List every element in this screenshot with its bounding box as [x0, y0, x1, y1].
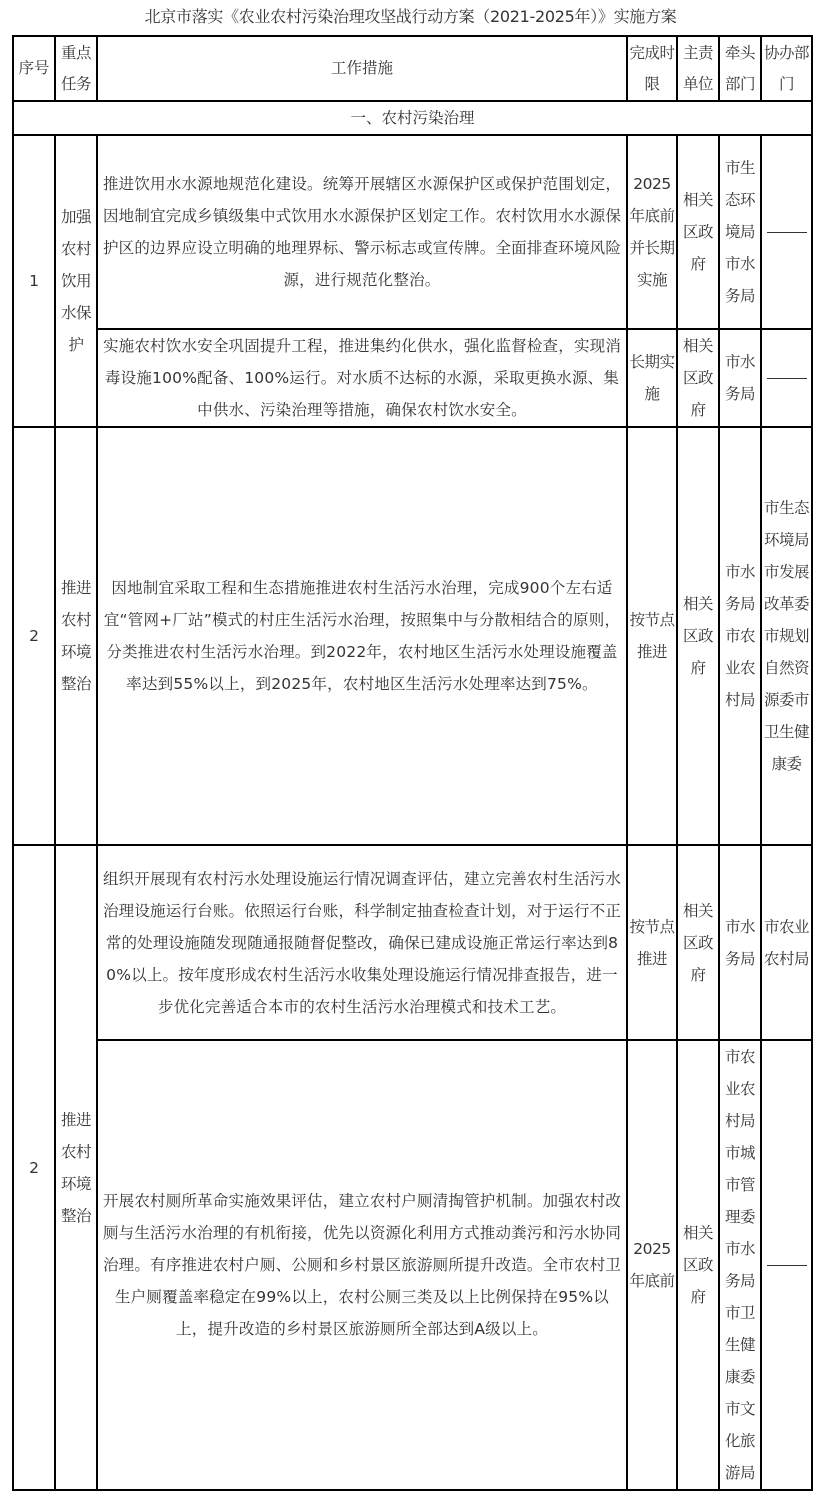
deadline-cell: 按节点推进: [627, 427, 677, 845]
responsible-cell: 相关区政府: [677, 329, 719, 427]
header-assist: 协办部门: [761, 36, 812, 101]
seq-cell: 1: [13, 135, 55, 427]
dash-placeholder: [767, 1265, 807, 1266]
implementation-table: [12, 35, 813, 1491]
deadline-cell: 按节点推进: [627, 845, 677, 1040]
table-row: [13, 329, 812, 427]
header-seq: 序号: [13, 36, 55, 101]
lead-cell: 市农业农村局市城市管理委市水务局市卫生健康委市文化旅游局: [719, 1040, 761, 1490]
task-cell: 推进农村环境整治: [55, 427, 97, 845]
header-responsible: 主责单位: [677, 36, 719, 101]
lead-cell: 市水务局: [719, 329, 761, 427]
deadline-cell: 2025年底前并长期实施: [627, 135, 677, 329]
section-row: [13, 101, 812, 135]
responsible-cell: 相关区政府: [677, 135, 719, 329]
table-row: [13, 427, 812, 845]
lead-cell: 市生态环境局市水务局: [719, 135, 761, 329]
deadline-cell: 2025年底前: [627, 1040, 677, 1490]
table-row: [13, 1040, 812, 1490]
table-row: [13, 845, 812, 1040]
measures-cell: 开展农村厕所革命实施效果评估，建立农村户厕清掏管护机制。加强农村改厕与生活污水治理的有机衔接，优先以资源化利用方式推动粪污和污水协同治理。有序推进农村户厕、公厕和乡村景区旅游厕所提升改造。全市农村卫生户厕覆盖率稳定在99%以上，农村公厕三类及以上比例保持在95%以上，提升改造的乡村景区旅游厕所全部达到A级以上。: [97, 1040, 627, 1490]
header-task: 重点任务: [55, 36, 97, 101]
header-measures: 工作措施: [97, 36, 627, 101]
responsible-cell: 相关区政府: [677, 1040, 719, 1490]
seq-cell: 2: [13, 427, 55, 845]
header-lead: 牵头部门: [719, 36, 761, 101]
measures-cell: 实施农村饮水安全巩固提升工程，推进集约化供水，强化监督检查，实现消毒设施100%配备、100%运行。对水质不达标的水源，采取更换水源、集中供水、污染治理等措施，确保农村饮水安全。: [97, 329, 627, 427]
dash-placeholder: [767, 378, 807, 379]
assist-cell: 市生态环境局市发展改革委市规划自然资源委市卫生健康委: [761, 427, 812, 845]
dash-placeholder: [767, 232, 807, 233]
task-cell: 加强农村饮用水保护: [55, 135, 97, 427]
task-cell: 推进农村环境整治: [55, 845, 97, 1490]
assist-cell: [761, 135, 812, 329]
measures-cell: 组织开展现有农村污水处理设施运行情况调查评估，建立完善农村生活污水治理设施运行台账。依照运行台账，科学制定抽查检查计划，对于运行不正常的处理设施随发现随通报随督促整改，确保已建成设施正常运行率达到80%以上。按年度形成农村生活污水收集处理设施运行情况排查报告，进一步优化完善适合本市的农村生活污水治理模式和技术工艺。: [97, 845, 627, 1040]
assist-cell: [761, 329, 812, 427]
measures-cell: 因地制宜采取工程和生态措施推进农村生活污水治理，完成900个左右适宜“管网+厂站”模式的村庄生活污水治理，按照集中与分散相结合的原则，分类推进农村生活污水治理。到2022年，农村地区生活污水处理设施覆盖率达到55%以上，到2025年，农村地区生活污水处理率达到75%。: [97, 427, 627, 845]
assist-cell: [761, 1040, 812, 1490]
assist-cell: 市农业农村局: [761, 845, 812, 1040]
seq-cell: 2: [13, 845, 55, 1490]
lead-cell: 市水务局: [719, 845, 761, 1040]
deadline-cell: 长期实施: [627, 329, 677, 427]
table-row: [13, 135, 812, 329]
measures-cell: 推进饮用水水源地规范化建设。统筹开展辖区水源保护区或保护范围划定，因地制宜完成乡镇级集中式饮用水水源保护区划定工作。农村饮用水水源保护区的边界应设立明确的地理界标、警示标志或宣传牌。全面排查环境风险源，进行规范化整治。: [97, 135, 627, 329]
header-row: [13, 36, 812, 101]
header-deadline: 完成时限: [627, 36, 677, 101]
responsible-cell: 相关区政府: [677, 845, 719, 1040]
document-title: 北京市落实《农业农村污染治理攻坚战行动方案（2021-2025年）》实施方案: [144, 7, 677, 26]
lead-cell: 市水务局市农业农村局: [719, 427, 761, 845]
section-title: 一、农村污染治理: [13, 101, 812, 135]
responsible-cell: 相关区政府: [677, 427, 719, 845]
